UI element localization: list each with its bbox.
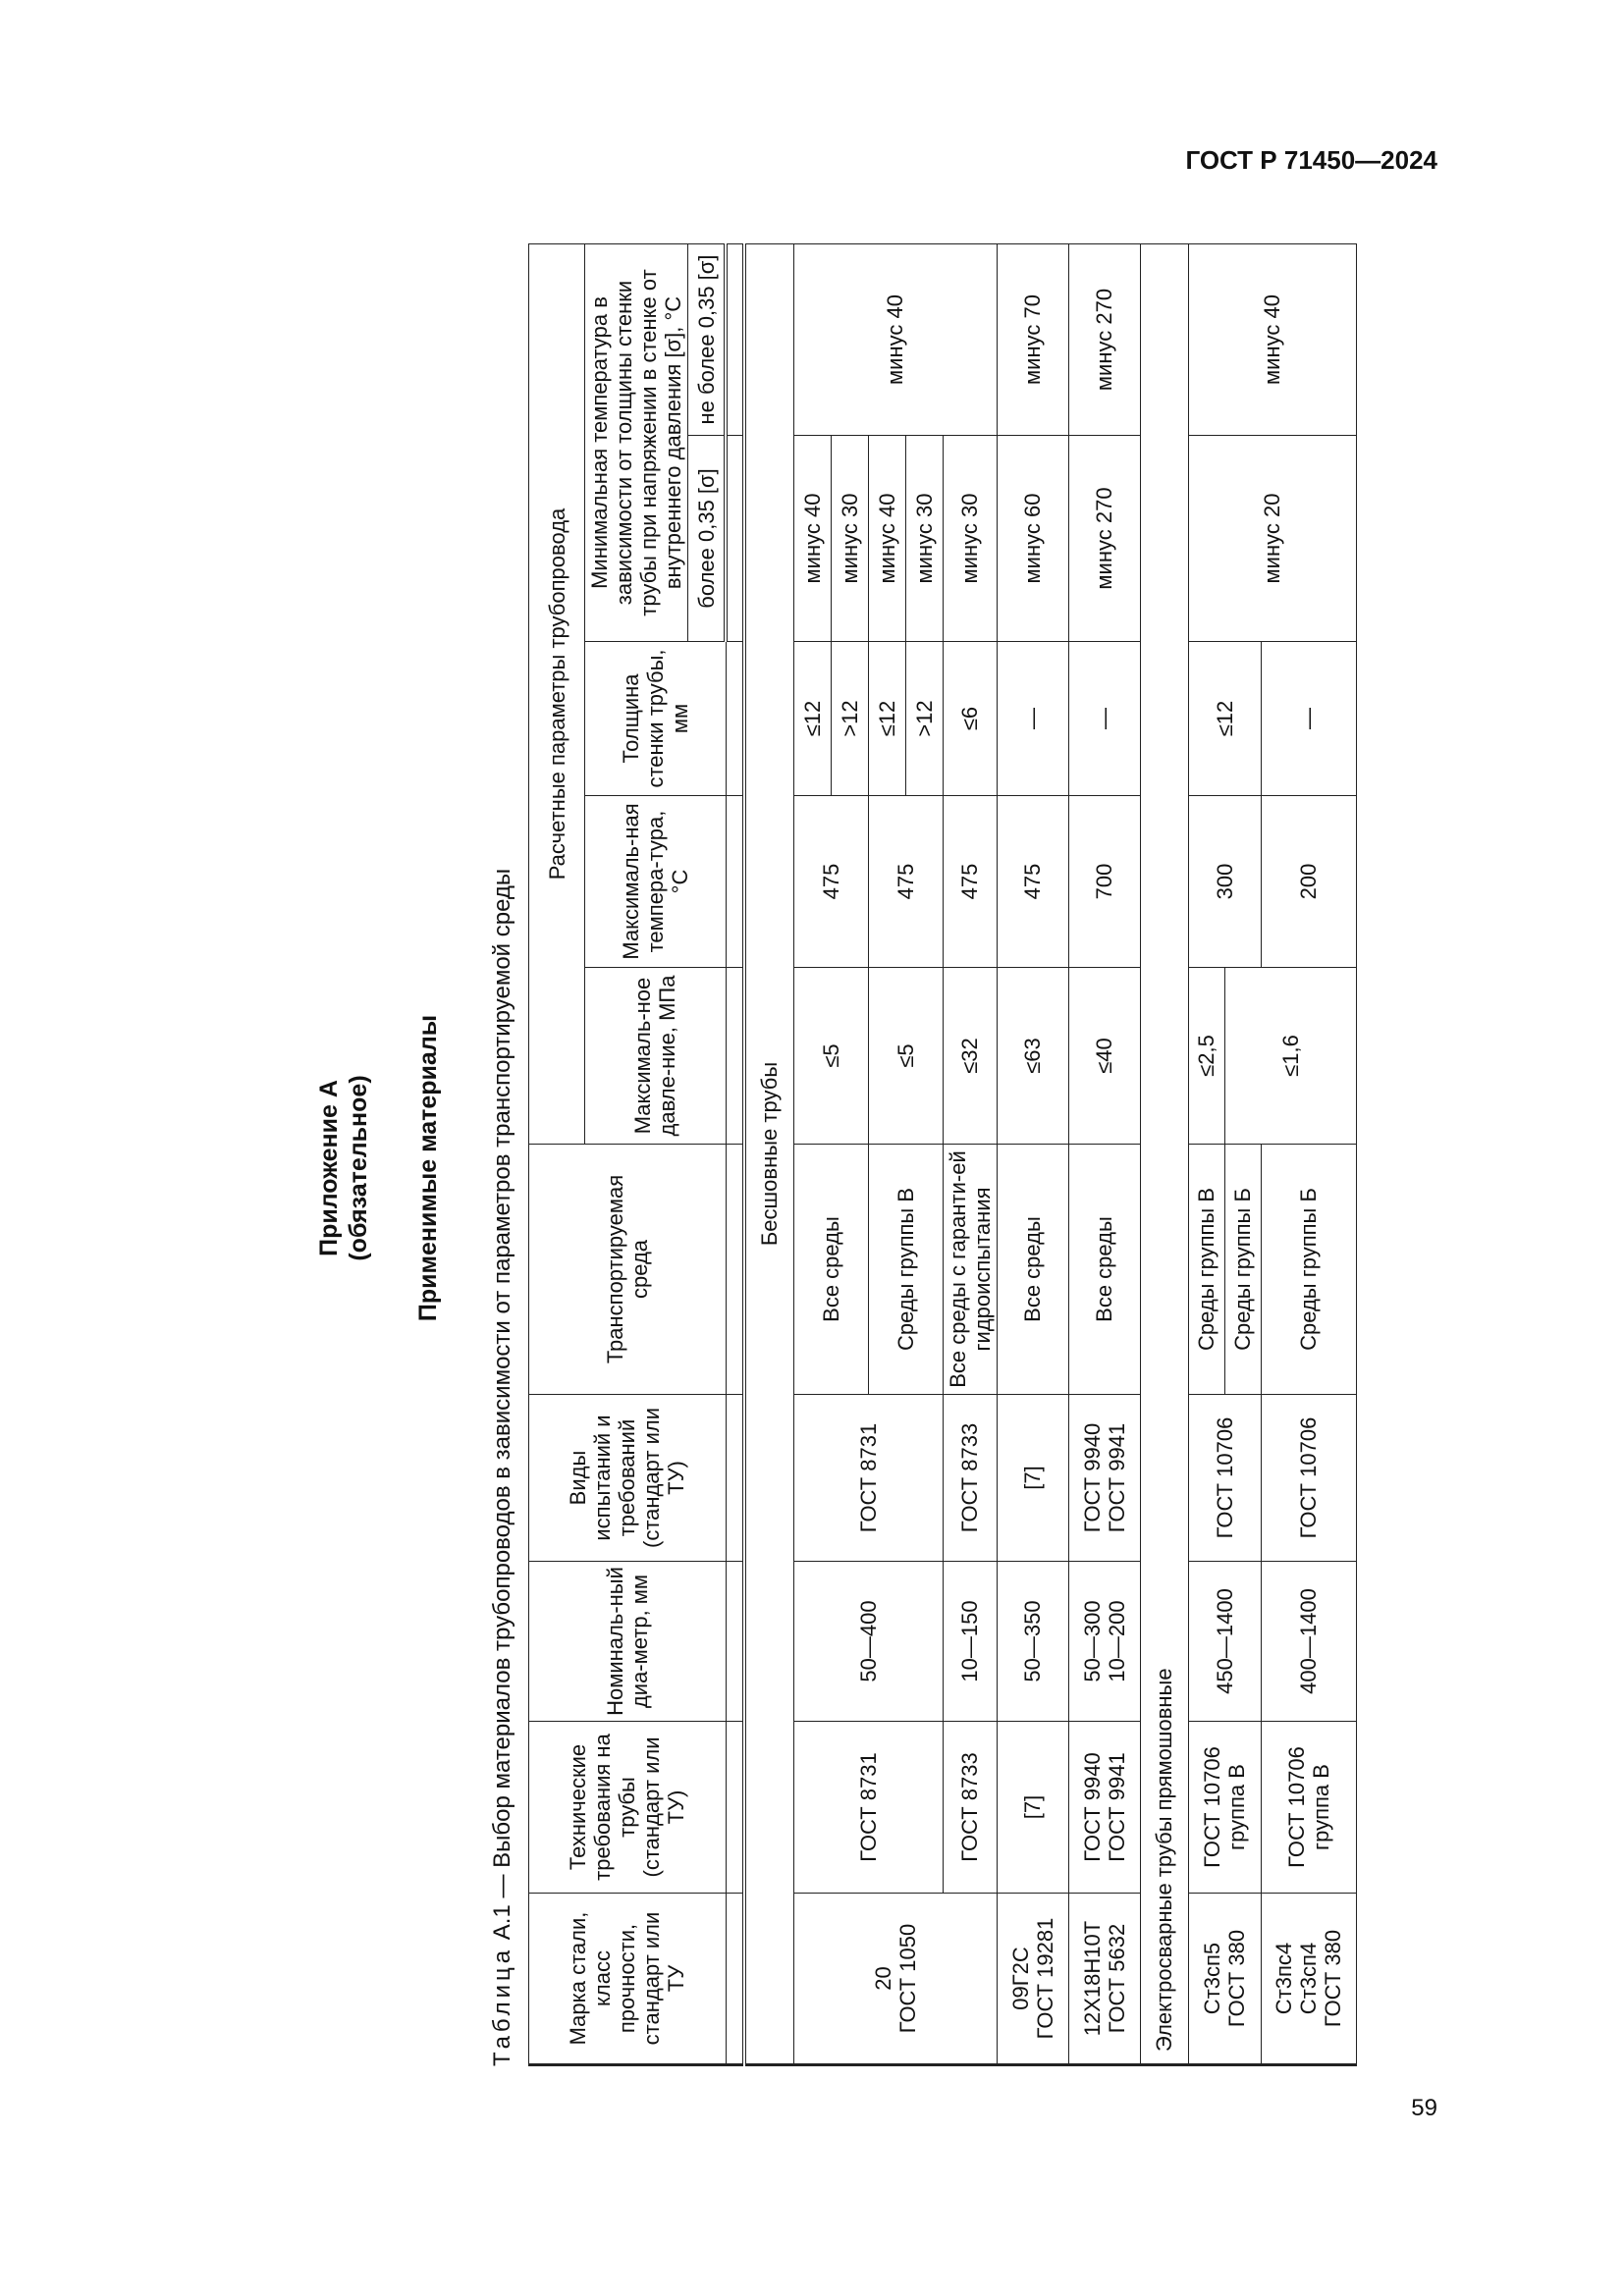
tests: ГОСТ 8733: [943, 1395, 997, 1562]
table-caption-text: — Выбор материалов трубопроводов в зависимости от параметров транспортируемой среды: [489, 868, 515, 1898]
tests: ГОСТ 8731: [793, 1395, 943, 1562]
wall-thickness: ≤12: [1188, 642, 1261, 796]
col-min-temp-more: более 0,35 [σ]: [688, 436, 727, 642]
head-separator: [726, 968, 744, 1145]
table-caption-number: А.1: [489, 1904, 515, 1941]
wall-thickness: —: [1261, 642, 1356, 796]
medium: Все среды с гаранти-ей гидроиспытания: [943, 1145, 997, 1395]
tech-req: ГОСТ 8733: [943, 1722, 997, 1894]
grade-09g2s: 09Г2С ГОСТ 19281: [997, 1894, 1068, 2065]
min-temp-more: [868, 436, 943, 642]
min-temp-less: минус 40: [1188, 244, 1356, 436]
tech-req: ГОСТ 8731: [793, 1722, 943, 1894]
col-max-temp: Максималь-ная темпера-тура, °С: [585, 796, 727, 968]
head-separator: [726, 1562, 744, 1722]
group-seamless: Бесшовные трубы: [744, 244, 794, 2065]
materials-table: [528, 243, 1357, 2066]
min-temp-value: минус 30: [831, 436, 868, 641]
tech-req: ГОСТ 9940 ГОСТ 9941: [1068, 1722, 1140, 1894]
table-caption-prefix: Таблица: [489, 1946, 515, 2066]
section-title: Применимые материалы: [414, 1014, 442, 1322]
max-temp: 475: [793, 796, 868, 968]
medium: Все среды: [997, 1145, 1068, 1395]
min-temp-value: минус 40: [799, 493, 825, 584]
table-caption: [489, 869, 516, 2066]
min-temp-more: минус 60: [997, 436, 1068, 642]
head-separator: [726, 1894, 744, 2065]
wall-thickness: —: [1068, 642, 1140, 796]
min-temp-less: минус 270: [1068, 244, 1140, 436]
medium: Среды группы Б: [1224, 1145, 1261, 1395]
head-separator: [726, 244, 744, 436]
tests: ГОСТ 9940 ГОСТ 9941: [1068, 1395, 1140, 1562]
grade-st3sp5: Ст3сп5 ГОСТ 380: [1188, 1894, 1261, 2065]
tech-req: ГОСТ 10706 группа В: [1188, 1722, 1261, 1894]
grade-20: 20 ГОСТ 1050: [793, 1894, 997, 2065]
col-medium: Транспортируемая среда: [529, 1145, 727, 1395]
pressure: ≤2,5: [1188, 968, 1224, 1145]
medium: Все среды: [1068, 1145, 1140, 1395]
pressure: ≤1,6: [1224, 968, 1356, 1145]
pressure: ≤5: [793, 968, 868, 1145]
medium: Среды группы В: [1188, 1145, 1224, 1395]
diameter: 10—150: [943, 1562, 997, 1722]
col-diameter: Номиналь-ный диа-метр, мм: [529, 1562, 727, 1722]
head-separator: [726, 1145, 744, 1395]
grade-st3ps4: Ст3пс4 Ст3сп4 ГОСТ 380: [1261, 1894, 1356, 2065]
min-temp-value: минус 40: [874, 493, 899, 584]
wall-value: ≤12: [874, 700, 899, 737]
tests: ГОСТ 10706: [1261, 1395, 1356, 1562]
max-temp: 475: [997, 796, 1068, 968]
medium: Среды группы Б: [1261, 1145, 1356, 1395]
wall-value: >12: [831, 642, 868, 795]
head-separator: [726, 642, 744, 796]
col-tests: Виды испытаний и требований (стандарт или ТУ): [529, 1395, 727, 1562]
wall-thickness: ≤6: [943, 642, 997, 796]
rotated-page-content: [206, 226, 1345, 2110]
group-welded: Электросварные трубы прямошовные: [1140, 244, 1188, 2065]
col-min-temp: Минимальная температура в зависимости от толщины стенки трубы при напряжении в стенке от внутреннего давления [σ], °С: [585, 244, 688, 642]
col-pressure: Максималь-ное давле-ние, МПа: [585, 968, 727, 1145]
col-min-temp-less: не более 0,35 [σ]: [688, 244, 727, 436]
wall-value: >12: [905, 642, 943, 795]
wall-thickness: —: [997, 642, 1068, 796]
head-separator: [726, 1395, 744, 1562]
wall-thickness: [868, 642, 943, 796]
col-design-params: Расчетные параметры трубопровода: [529, 244, 585, 1145]
min-temp-less: минус 40: [793, 244, 997, 436]
appendix-heading: [314, 226, 373, 2110]
pressure: ≤5: [868, 968, 943, 1145]
min-temp-more: минус 20: [1188, 436, 1356, 642]
min-temp-more: минус 30: [943, 436, 997, 642]
max-temp: 475: [943, 796, 997, 968]
col-grade: Марка стали, класс прочности, стандарт или ТУ: [529, 1894, 727, 2065]
grade-12x18h10t: 12Х18Н10Т ГОСТ 5632: [1068, 1894, 1140, 2065]
min-temp-less: минус 70: [997, 244, 1068, 436]
head-separator: [726, 796, 744, 968]
tests: [7]: [997, 1395, 1068, 1562]
min-temp-more: [793, 436, 868, 642]
wall-value: ≤12: [799, 700, 825, 737]
head-separator: [726, 1722, 744, 1894]
pressure: ≤63: [997, 968, 1068, 1145]
pressure: ≤32: [943, 968, 997, 1145]
min-temp-more: минус 270: [1068, 436, 1140, 642]
max-temp: 300: [1188, 796, 1261, 968]
diameter: 50—300 10—200: [1068, 1562, 1140, 1722]
max-temp: 700: [1068, 796, 1140, 968]
diameter: 50—400: [793, 1562, 943, 1722]
head-separator: [726, 436, 744, 642]
col-wall: Толщина стенки трубы, мм: [585, 642, 727, 796]
tests: ГОСТ 10706: [1188, 1395, 1261, 1562]
standard-designation: ГОСТ Р 71450—2024: [1185, 145, 1437, 175]
medium: Все среды: [793, 1145, 868, 1395]
tech-req: [7]: [997, 1722, 1068, 1894]
min-temp-value: минус 30: [905, 436, 943, 641]
diameter: 450—1400: [1188, 1562, 1261, 1722]
medium: Среды группы В: [868, 1145, 943, 1395]
col-tech-req: Технические требования на трубы (стандарт или ТУ): [529, 1722, 727, 1894]
tech-req: ГОСТ 10706 группа В: [1261, 1722, 1356, 1894]
appendix-status: (обязательное): [345, 1075, 372, 1261]
max-temp: 200: [1261, 796, 1356, 968]
diameter: 400—1400: [1261, 1562, 1356, 1722]
page-number: 59: [1411, 2095, 1437, 2121]
appendix-title: Приложение А: [315, 1080, 343, 1256]
diameter: 50—350: [997, 1562, 1068, 1722]
max-temp: 475: [868, 796, 943, 968]
pressure: ≤40: [1068, 968, 1140, 1145]
wall-thickness: [793, 642, 868, 796]
